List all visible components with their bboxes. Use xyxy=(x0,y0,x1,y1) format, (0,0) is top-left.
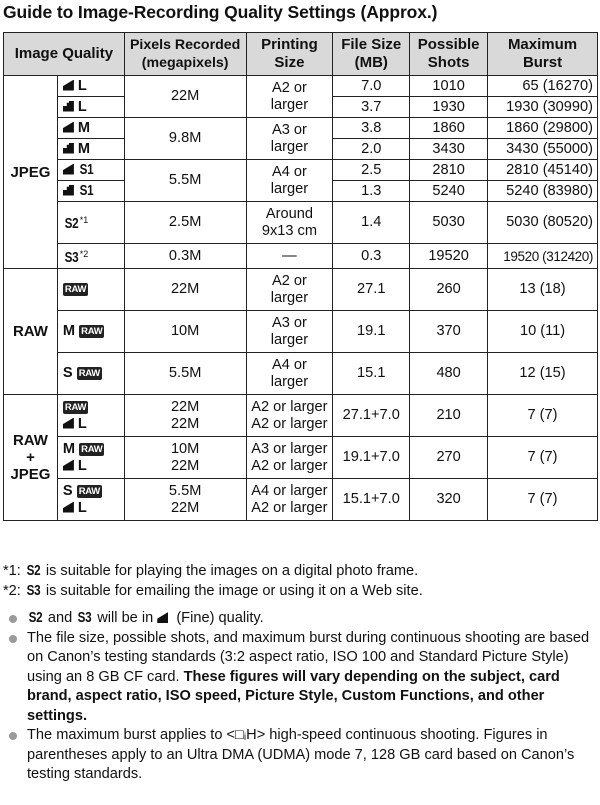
file-size-cell: 3.8 xyxy=(333,118,410,139)
quality-cell: S RAW xyxy=(57,353,124,395)
quality-cell: S RAW L xyxy=(57,479,124,521)
pixels-cell: 22M xyxy=(124,269,246,311)
burst-cell: 12 (15) xyxy=(488,353,598,395)
burst-cell: 19520 (312420) xyxy=(488,244,598,269)
file-size-cell: 27.1 xyxy=(333,269,410,311)
quality-cell: L xyxy=(57,97,124,118)
table-row xyxy=(4,76,598,97)
quality-cell xyxy=(57,269,124,311)
fine-quality-icon xyxy=(63,80,74,91)
shots-cell: 19520 xyxy=(410,244,488,269)
footnote-2: *2: S3 is suitable for emailing the image or using it on a Web site. xyxy=(3,583,423,599)
burst-cell: 1930 (30990) xyxy=(488,97,598,118)
file-size-cell: 27.1+7.0 xyxy=(333,395,410,437)
quality-cell: RAW L xyxy=(57,395,124,437)
shots-cell: 260 xyxy=(410,269,488,311)
printing-cell: A2 or larger A2 or larger xyxy=(246,395,333,437)
header-printing: Printing Size xyxy=(246,33,333,76)
bullet-max-burst: The maximum burst applies to <□ᵢH> high-speed continuous shooting. Figures in parentheses apply to an Ultra DMA (UDMA) mode 7, 128 GB card based on Canon’s testing standards. xyxy=(3,726,598,785)
quality-cell: M xyxy=(57,139,124,160)
raw-icon: RAW xyxy=(78,368,100,379)
table-row xyxy=(4,202,598,244)
shots-cell: 320 xyxy=(410,479,488,521)
printing-cell: A2 or larger xyxy=(246,76,333,118)
file-size-cell: 3.7 xyxy=(333,97,410,118)
group-raw-jpeg: RAW + JPEG xyxy=(4,395,58,521)
table-row xyxy=(4,437,598,479)
bullet-testing-standards: The file size, possible shots, and maximum burst during continuous shooting are based on Canon’s testing standards (3:2 aspect ratio, ISO 100 and Standard Picture Style) using an 8 GB CF card. These figures will vary depending on the subject, card brand, aspect ratio, ISO speed, Picture Style, Custom Functions, and other settings. xyxy=(3,629,598,727)
printing-cell: A3 or larger xyxy=(246,118,333,160)
quality-cell: L xyxy=(57,76,124,97)
quality-table xyxy=(3,32,598,521)
table-row xyxy=(4,479,598,521)
pixels-cell: 22M 22M xyxy=(124,395,246,437)
shots-cell: 1860 xyxy=(410,118,488,139)
file-size-cell: 19.1 xyxy=(333,311,410,353)
shots-cell: 210 xyxy=(410,395,488,437)
shots-cell: 1930 xyxy=(410,97,488,118)
printing-cell: A3 or larger A2 or larger xyxy=(246,437,333,479)
pixels-cell: 5.5M xyxy=(124,160,246,202)
table-row xyxy=(4,118,598,139)
quality-cell: S1 xyxy=(57,160,124,181)
shots-cell: 1010 xyxy=(410,76,488,97)
fine-quality-icon xyxy=(63,502,74,513)
table-row xyxy=(4,311,598,353)
table-header-row xyxy=(4,33,598,76)
printing-cell: — xyxy=(246,244,333,269)
printing-cell: A4 or larger A2 or larger xyxy=(246,479,333,521)
burst-cell: 1860 (29800) xyxy=(488,118,598,139)
header-image-quality: Image Quality xyxy=(4,33,125,76)
notes-section xyxy=(3,561,598,785)
file-size-cell: 2.5 xyxy=(333,160,410,181)
footnote-1: *1: S2 is suitable for playing the images on a digital photo frame. xyxy=(3,563,419,579)
burst-cell: 7 (7) xyxy=(488,437,598,479)
shots-cell: 480 xyxy=(410,353,488,395)
pixels-cell: 5.5M xyxy=(124,353,246,395)
pixels-cell: 2.5M xyxy=(124,202,246,244)
pixels-cell: 10M 22M xyxy=(124,437,246,479)
pixels-cell: 10M xyxy=(124,311,246,353)
shots-cell: 370 xyxy=(410,311,488,353)
normal-quality-icon xyxy=(63,143,74,154)
table-row xyxy=(4,244,598,269)
fine-quality-icon xyxy=(63,122,74,133)
bullet-fine-quality: S2 and S3 will be in (Fine) quality. xyxy=(3,609,598,629)
printing-cell: A4 or larger xyxy=(246,353,333,395)
file-size-cell: 2.0 xyxy=(333,139,410,160)
file-size-cell: 7.0 xyxy=(333,76,410,97)
group-jpeg: JPEG xyxy=(4,76,58,269)
file-size-cell: 0.3 xyxy=(333,244,410,269)
quality-cell: S2 $^{*1}$ xyxy=(57,202,124,244)
file-size-cell: 15.1+7.0 xyxy=(333,479,410,521)
burst-cell: 2810 (45140) xyxy=(488,160,598,181)
raw-icon: RAW xyxy=(81,443,103,455)
printing-cell: A2 or larger xyxy=(246,269,333,311)
pixels-cell: 5.5M 22M xyxy=(124,479,246,521)
header-pixels: Pixels Recorded (megapixels) xyxy=(124,33,246,76)
file-size-cell: 15.1 xyxy=(333,353,410,395)
raw-icon: RAW xyxy=(64,401,87,413)
header-file-size: File Size (MB) xyxy=(333,33,410,76)
printing-cell: Around 9x13 cm xyxy=(246,202,333,244)
normal-quality-icon xyxy=(63,185,74,196)
page-title: Guide to Image-Recording Quality Settings (Approx.) xyxy=(3,2,438,22)
shots-cell: 2810 xyxy=(410,160,488,181)
burst-cell: 13 (18) xyxy=(488,269,598,311)
quality-cell: M RAW L xyxy=(57,437,124,479)
quality-cell: S3 $^{*2}$ xyxy=(57,244,124,269)
burst-cell: 5240 (83980) xyxy=(488,181,598,202)
raw-icon: RAW xyxy=(64,284,87,295)
pixels-cell: 0.3M xyxy=(124,244,246,269)
table-row xyxy=(4,269,598,311)
shots-cell: 5030 xyxy=(410,202,488,244)
fine-quality-icon xyxy=(63,460,74,471)
burst-cell: 3430 (55000) xyxy=(488,139,598,160)
table-row xyxy=(4,160,598,181)
burst-cell: 7 (7) xyxy=(488,395,598,437)
burst-cell: 7 (7) xyxy=(488,479,598,521)
fine-quality-icon xyxy=(63,164,74,175)
printing-cell: A3 or larger xyxy=(246,311,333,353)
header-max-burst: Maximum Burst xyxy=(488,33,598,76)
shots-cell: 3430 xyxy=(410,139,488,160)
burst-cell: 5030 (80520) xyxy=(488,202,598,244)
group-raw: RAW xyxy=(4,269,58,395)
raw-icon: RAW xyxy=(78,485,100,497)
file-size-cell: 19.1+7.0 xyxy=(333,437,410,479)
high-speed-continuous-icon: □ᵢH xyxy=(235,727,257,743)
pixels-cell: 9.8M xyxy=(124,118,246,160)
quality-cell: S1 xyxy=(57,181,124,202)
quality-cell: M RAW xyxy=(57,311,124,353)
printing-cell: A4 or larger xyxy=(246,160,333,202)
file-size-cell: 1.3 xyxy=(333,181,410,202)
table-row xyxy=(4,353,598,395)
shots-cell: 5240 xyxy=(410,181,488,202)
quality-cell: M xyxy=(57,118,124,139)
header-possible-shots: Possible Shots xyxy=(410,33,488,76)
fine-quality-icon xyxy=(157,612,168,623)
burst-cell: 65 (16270) xyxy=(488,76,598,97)
fine-quality-icon xyxy=(63,418,74,429)
table-row xyxy=(4,395,598,437)
pixels-cell: 22M xyxy=(124,76,246,118)
shots-cell: 270 xyxy=(410,437,488,479)
burst-cell: 10 (11) xyxy=(488,311,598,353)
file-size-cell: 1.4 xyxy=(333,202,410,244)
raw-icon: RAW xyxy=(81,326,103,337)
normal-quality-icon xyxy=(63,101,74,112)
